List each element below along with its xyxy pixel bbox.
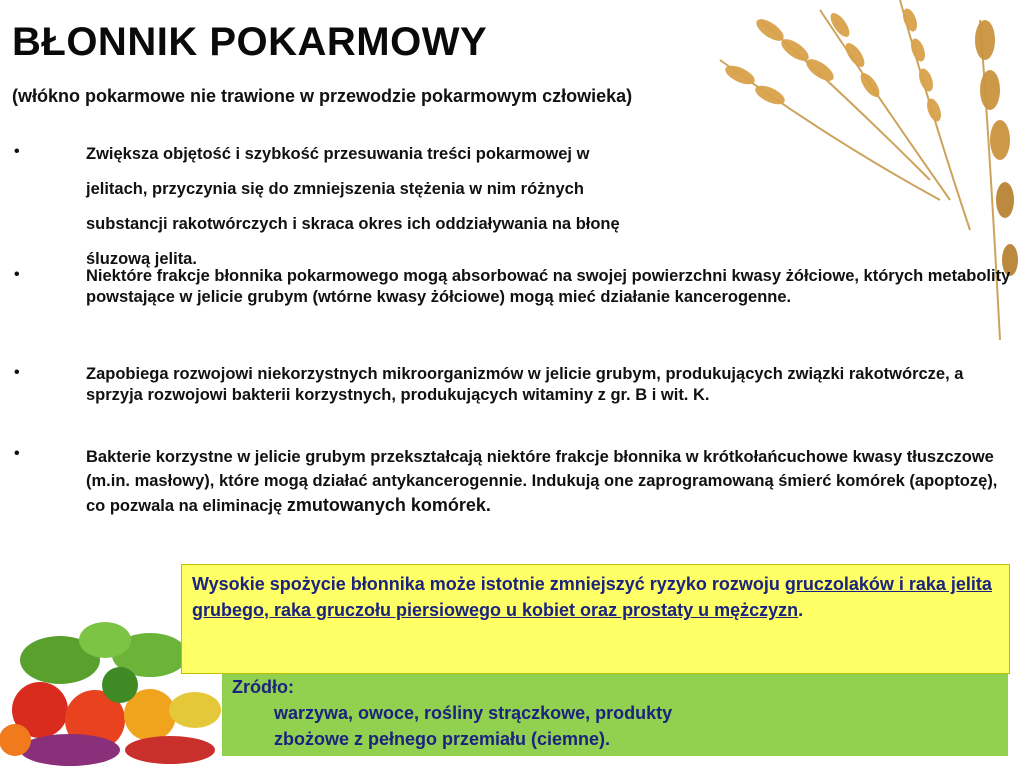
bullet-1-line-2: jelitach, przyczynia się do zmniejszenia stężenia w nim różnych <box>86 180 584 198</box>
bullet-symbol: • <box>14 143 20 160</box>
bullet-symbol: • <box>14 266 20 283</box>
bullet-2-text: Niektóre frakcje błonnika pokarmowego mogą absorbować na swojej powierzchni kwasy żółciowe, których metabolity powstające w jelicie grubym (wtórne kwasy żółciowe) mogą mieć działanie kancerogenne. <box>86 267 1011 306</box>
source-label: Zródło: <box>232 677 294 697</box>
slide-title: BŁONNIK POKARMOWY <box>12 20 488 64</box>
bullet-4-main: Bakterie korzystne w jelicie grubym przekształcają niektóre frakcje błonnika w krótkołańcuchowe kwasy tłuszczowe (m.in. masłowy), które mogą działać antykancerogennie. Indukują one zaprogramowaną śmierć komórek (apoptozę), co pozwala na eliminację <box>86 448 998 515</box>
bullet-1-line-1: Zwiększa objętość i szybkość przesuwania treści pokarmowej w <box>86 145 590 163</box>
bullet-1-line-3: substancji rakotwórczych i skraca okres ich oddziaływania na błonę <box>86 215 620 233</box>
bullet-symbol: • <box>14 364 20 381</box>
source-text <box>232 674 672 752</box>
bullet-1-text <box>86 137 706 277</box>
highlight-box <box>181 564 1010 674</box>
highlight-text <box>192 571 992 623</box>
highlight-underlined: gruczolaków i raka jelita grubego, raka gruczołu piersiowego u kobiet oraz prostaty u mężczyzn <box>192 574 992 620</box>
source-box <box>222 672 1008 756</box>
bullet-3-text: Zapobiega rozwojowi niekorzystnych mikroorganizmów w jelicie grubym, produkujących związki rakotwórcze, a sprzyja rozwojowi bakterii korzystnych, produkujących witaminy z gr. B i wit. K. <box>86 365 964 404</box>
bullet-4-text <box>86 445 1016 518</box>
source-line-1: warzywa, owoce, rośliny strączkowe, produkty <box>274 703 673 723</box>
source-line-2: zbożowe z pełnego przemiału (ciemne). <box>274 729 611 749</box>
highlight-end: . <box>798 600 804 620</box>
bullet-1-line-4: śluzową jelita. <box>86 250 197 268</box>
slide-subtitle: (włókno pokarmowe nie trawione w przewodzie pokarmowym człowieka) <box>12 86 633 106</box>
bullet-4-end: zmutowanych komórek. <box>286 495 491 515</box>
highlight-lead: Wysokie spożycie błonnika może istotnie zmniejszyć ryzyko rozwoju <box>192 574 780 594</box>
bullet-symbol: • <box>14 445 20 462</box>
